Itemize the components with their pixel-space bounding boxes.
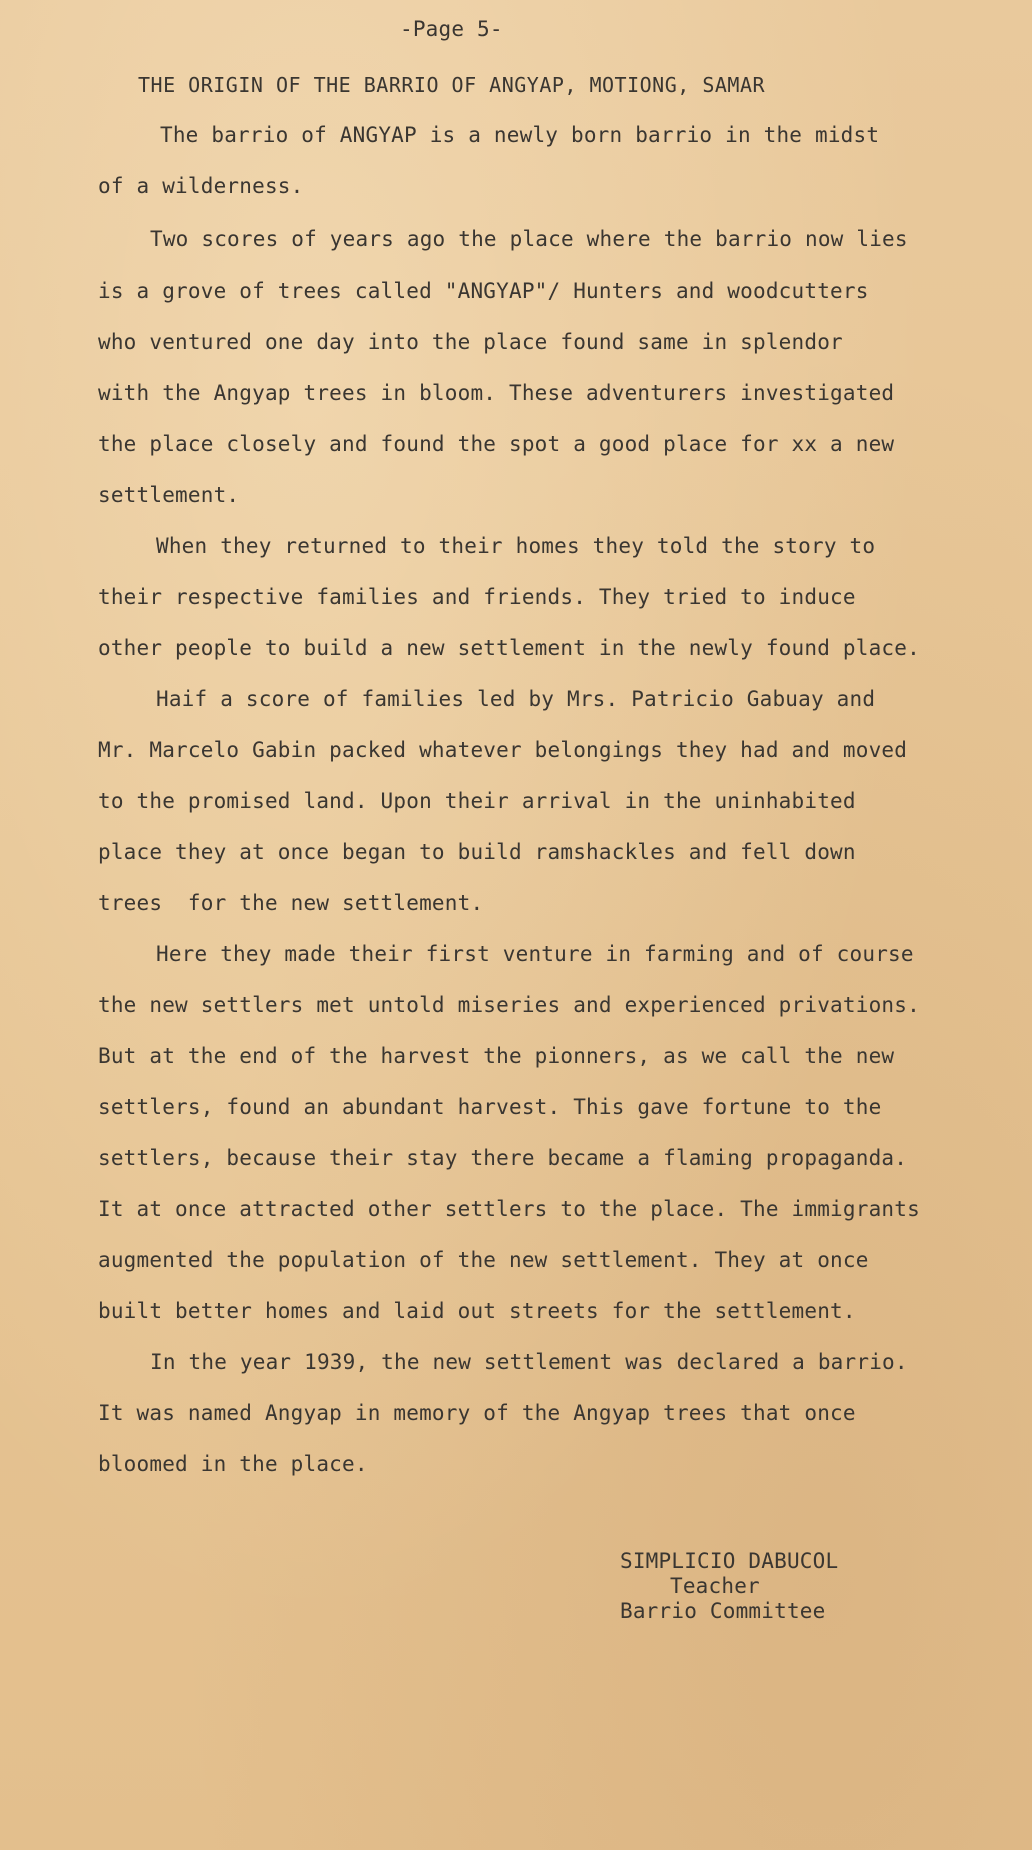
paragraph-5-line-4: settlers, found an abundant harvest. This gave fortune to the	[98, 1095, 882, 1119]
paragraph-4-line-4: place they at once began to build ramshackles and fell down	[98, 840, 856, 864]
paragraph-4-line-3: to the promised land. Upon their arrival in the uninhabited	[98, 789, 856, 813]
paragraph-1-line-1: The barrio of ANGYAP is a newly born barrio in the midst	[160, 123, 880, 147]
paragraph-2-line-1: Two scores of years ago the place where the barrio now lies	[150, 227, 908, 251]
paragraph-6-line-3: bloomed in the place.	[98, 1452, 368, 1476]
paragraph-1-line-2: of a wilderness.	[98, 174, 304, 198]
signature-name: SIMPLICIO DABUCOL	[620, 1549, 839, 1573]
paragraph-5-line-1: Here they made their first venture in farming and of course	[156, 942, 914, 966]
paragraph-5-line-5: settlers, because their stay there became a flaming propaganda.	[98, 1146, 908, 1170]
paragraph-6-line-1: In the year 1939, the new settlement was declared a barrio.	[150, 1350, 908, 1374]
paragraph-5-line-6: It at once attracted other settlers to the place. The immigrants	[98, 1197, 920, 1221]
paragraph-2-line-4: with the Angyap trees in bloom. These adventurers investigated	[98, 381, 895, 405]
signature-role: Teacher	[670, 1574, 760, 1598]
paragraph-2-line-2: is a grove of trees called "ANGYAP"/ Hunters and woodcutters	[98, 279, 869, 303]
paragraph-2-line-5: the place closely and found the spot a good place for xx a new	[98, 432, 895, 456]
paragraph-4-line-1: Haif a score of families led by Mrs. Patricio Gabuay and	[156, 687, 876, 711]
page-number: -Page 5-	[400, 17, 503, 41]
paragraph-4-line-5: trees for the new settlement.	[98, 891, 484, 915]
paragraph-5-line-2: the new settlers met untold miseries and experienced privations.	[98, 993, 920, 1017]
paragraph-5-line-7: augmented the population of the new settlement. They at once	[98, 1248, 869, 1272]
document-title: THE ORIGIN OF THE BARRIO OF ANGYAP, MOTIONG, SAMAR	[138, 73, 766, 97]
paragraph-3-line-1: When they returned to their homes they told the story to	[156, 534, 876, 558]
paragraph-5-line-3: But at the end of the harvest the pionners, as we call the new	[98, 1044, 895, 1068]
paragraph-5-line-8: built better homes and laid out streets for the settlement.	[98, 1299, 856, 1323]
paragraph-2-line-6: settlement.	[98, 483, 240, 507]
paragraph-6-line-2: It was named Angyap in memory of the Angyap trees that once	[98, 1401, 856, 1425]
signature-committee: Barrio Committee	[620, 1599, 826, 1623]
paragraph-2-line-3: who ventured one day into the place found same in splendor	[98, 330, 843, 354]
paragraph-3-line-3: other people to build a new settlement in the newly found place.	[98, 636, 920, 660]
paragraph-3-line-2: their respective families and friends. They tried to induce	[98, 585, 856, 609]
paragraph-4-line-2: Mr. Marcelo Gabin packed whatever belongings they had and moved	[98, 738, 908, 762]
